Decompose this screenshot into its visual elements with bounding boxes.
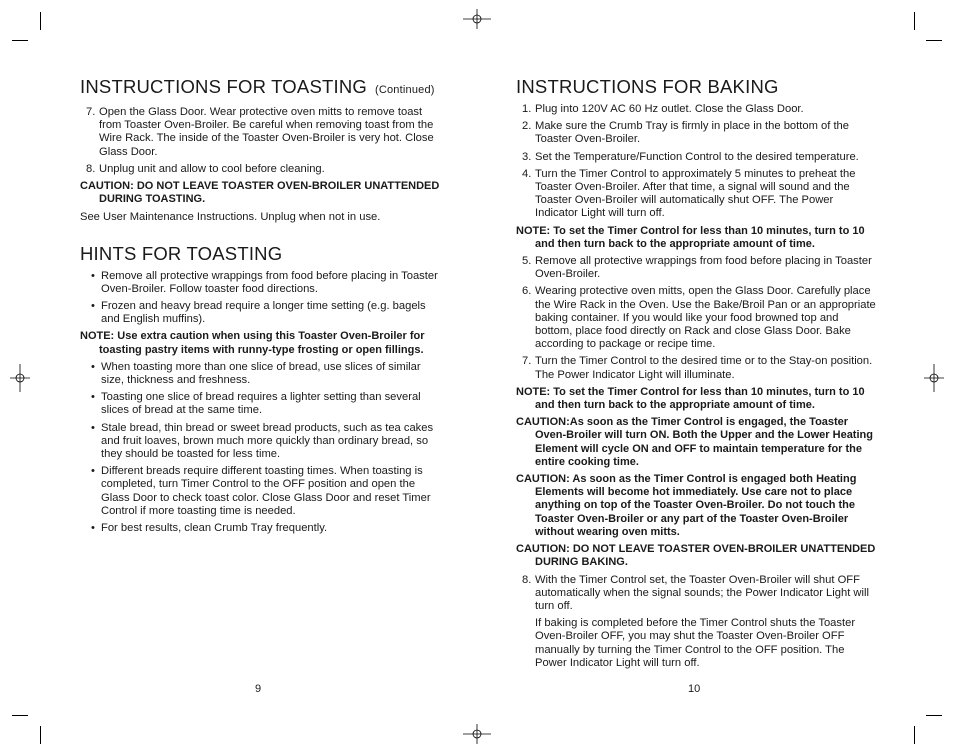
registration-mark-left [10, 364, 30, 392]
registration-mark-right [924, 364, 944, 392]
registration-mark-top [463, 9, 491, 29]
page-number-left: 9 [255, 683, 262, 695]
baking-step: 3. Set the Temperature/Function Control to the desired temperature. [522, 150, 859, 163]
toasting-step: 7. Open the Glass Door. Wear protective oven mitts to remove toast from Toaster Oven-Broiler. Be careful when removing toast from the Wire Rack. The inside of the Toaster Oven-Broiler is very hot. Close Glass Door. [86, 106, 434, 158]
hint-item: • Frozen and heavy bread require a longer time setting (e.g. bagels and English muffins). [91, 300, 426, 326]
crop-mark [926, 40, 942, 41]
crop-mark [914, 726, 915, 744]
right-page-content [516, 76, 878, 674]
hint-item: • Different breads require different toasting times. When toasting is completed, turn Timer Control to the OFF position and open the Glass Door to check toast color. Close Glass Door and reset Timer Control if more toasting time is needed. [91, 465, 431, 517]
baking-title: INSTRUCTIONS FOR BAKING [516, 76, 779, 97]
baking-caution: CAUTION:As soon as the Timer Control is engaged, the Toaster Oven-Broiler will turn ON. Both the Upper and the Lower Heating Element will cycle ON and OFF to maintain temperature for the entire cooking time. [516, 416, 873, 468]
baking-step: 7. Turn the Timer Control to the desired time or to the Stay-on position. The Power Indicator Light will illuminate. [522, 355, 873, 381]
maintenance-note: See User Maintenance Instructions. Unplug when not in use. [80, 211, 381, 224]
toasting-step: 8. Unplug unit and allow to cool before cleaning. [86, 162, 325, 175]
timer-note: NOTE: To set the Timer Control for less than 10 minutes, turn to 10 and then turn back to the appropriate amount of time. [516, 385, 865, 412]
hint-item: • Remove all protective wrappings from food before placing in Toaster Oven-Broiler. Follow toaster food directions. [91, 269, 438, 295]
baking-step: 8. With the Timer Control set, the Toaster Oven-Broiler will shut OFF automatically when the signal sounds; the Power Indicator Light will turn off. [522, 573, 869, 612]
baking-caution: CAUTION: As soon as the Timer Control is engaged both Heating Elements will become hot immediately. Use care not to place anything on top of the Toaster Oven-Broiler. Do not touch the Toaster Oven-Broiler or any part of the Toaster Oven-Broiler without wearing oven mitts. [516, 473, 857, 538]
crop-mark [12, 715, 28, 716]
left-page-content [80, 76, 440, 539]
baking-step: 1. Plug into 120V AC 60 Hz outlet. Close the Glass Door. [522, 103, 804, 115]
toasting-title: INSTRUCTIONS FOR TOASTING (Continued) [80, 76, 435, 97]
baking-step: 4. Turn the Timer Control to approximately 5 minutes to preheat the Toaster Oven-Broiler. After that time, a signal will sound and the Toaster Oven-Broiler will automatically shut OFF. The Power Indicator Light will turn off. [522, 167, 856, 220]
registration-mark-bottom [463, 724, 491, 744]
baking-step: 5. Remove all protective wrappings from food before placing in Toaster Oven-Broiler. [522, 255, 872, 281]
page-number-right: 10 [688, 683, 701, 695]
crop-mark [12, 40, 28, 41]
crop-mark [926, 715, 942, 716]
hint-item: • Toasting one slice of bread requires a lighter setting than several slices of bread at the same time. [91, 391, 421, 417]
crop-mark [40, 12, 41, 30]
hints-note: NOTE: Use extra caution when using this Toaster Oven-Broiler for toasting pastry items with runny-type frosting or open fillings. [80, 330, 425, 356]
baking-caution: CAUTION: DO NOT LEAVE TOASTER OVEN-BROILER UNATTENDED DURING BAKING. [516, 543, 876, 569]
toasting-caution: CAUTION: DO NOT LEAVE TOASTER OVEN-BROILER UNATTENDED DURING TOASTING. [80, 180, 440, 206]
baking-step: 6. Wearing protective oven mitts, open the Glass Door. Carefully place the Wire Rack in the Oven. Use the Bake/Broil Pan or an appropriate baking container. If you would like your food browned top and bottom, place food directly on Rack and close Glass Door. Bake according to package or recipe time. [522, 285, 876, 351]
crop-mark [40, 726, 41, 744]
hints-title: HINTS FOR TOASTING [80, 242, 283, 264]
baking-step: 2. Make sure the Crumb Tray is firmly in place in the bottom of the Toaster Oven-Broiler. [522, 120, 849, 146]
crop-mark [914, 12, 915, 30]
continued-label: (Continued) [374, 84, 435, 96]
baking-step-extra: If baking is completed before the Timer Control shuts the Toaster Oven-Broiler OFF, you may shut the Toaster Oven-Broiler OFF manually by turning the Timer Control to the OFF position. The Power Indicator Light will turn off. [535, 617, 856, 669]
timer-note: NOTE: To set the Timer Control for less than 10 minutes, turn to 10 and then turn back to the appropriate amount of time. [516, 224, 865, 250]
hint-item: • For best results, clean Crumb Tray frequently. [91, 522, 328, 535]
hint-item: • Stale bread, thin bread or sweet bread products, such as tea cakes and fruit loaves, brown much more quickly than ordinary bread, so they should be toasted for less time. [91, 421, 434, 461]
hint-item: • When toasting more than one slice of bread, use slices of similar size, thickness and freshness. [91, 360, 421, 387]
